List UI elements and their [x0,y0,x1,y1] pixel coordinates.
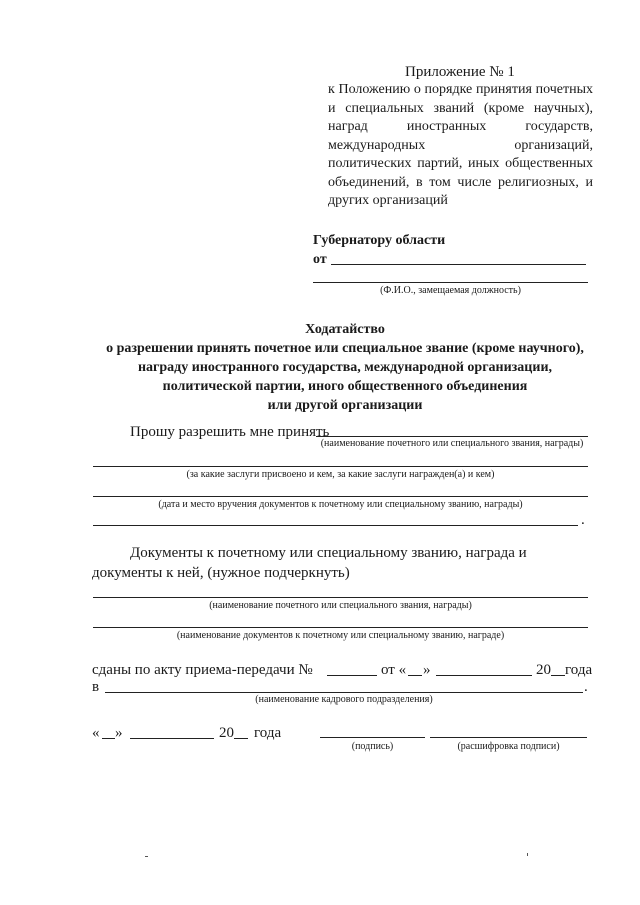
petition-title-line: политической партии, иного общественного объединения [162,379,528,394]
signature-close-quote: » [115,725,123,741]
signature-month-line[interactable] [130,738,214,739]
documents-list-line[interactable] [93,627,588,628]
act-number-line[interactable] [327,675,377,676]
petition-title-line: награду иностранного государства, международной организации, [137,360,553,375]
petition-title [60,320,630,415]
signature-year-line[interactable] [234,738,248,739]
scan-speck [527,853,528,856]
date-place-caption: (дата и место вручения документов к почетному или специальному званию, награды) [158,499,523,510]
signature-day-line[interactable] [102,738,115,739]
request-text: Прошу разрешить мне принять [130,424,330,440]
department-caption: (наименование кадрового подразделения) [255,694,433,705]
handover-in-word: в [92,679,100,695]
merit-line[interactable] [93,466,588,467]
annex-title: Приложение № 1 [405,64,515,80]
handover-year-suffix: года [565,662,593,678]
handover-text: сданы по акту приема-передачи № [92,662,313,678]
governor-label: Губернатору области [313,233,446,248]
signature-year-prefix: 20 [219,725,234,741]
department-line[interactable] [105,692,583,693]
handover-close-quote: » [423,662,431,678]
petition-title-line: о разрешении принять почетное или специальное звание (кроме научного), [106,341,584,356]
position-line[interactable] [313,282,588,283]
documents-list-caption: (наименование документов к почетному или специальному званию, награде) [176,630,505,641]
documents-award-caption: (наименование почетного или специального звания, награды) [209,600,472,611]
fio-caption: (Ф.И.О., замещаемая должность) [380,285,521,296]
petition-title-line: или другой организации [267,398,423,413]
award-name-line[interactable] [316,436,588,437]
request-end-dot: . [581,512,585,528]
signature-line[interactable] [320,737,425,738]
request-extra-line[interactable] [93,525,578,526]
signature-year-suffix: года [254,725,282,741]
handover-from-word: от « [381,662,407,678]
handover-year-line[interactable] [551,675,565,676]
signature-caption: (подпись) [351,741,394,752]
signature-decoding-caption: (расшифровка подписи) [457,741,560,752]
handover-day-line[interactable] [408,675,422,676]
documents-text: Документы к почетному или специальному званию, награда и документы к ней, (нужное подчеркнуть) [92,545,527,581]
petition-title-line: Ходатайство [305,322,385,337]
documents-award-line[interactable] [93,597,588,598]
merit-caption: (за какие заслуги присвоено и кем, за какие заслуги награжден(а) и кем) [186,469,495,480]
signature-open-quote: « [92,725,100,741]
handover-end-dot: . [584,679,588,695]
signature-decoding-line[interactable] [430,737,587,738]
from-label: от [313,252,327,267]
from-name-line[interactable] [331,264,586,265]
annex-body: к Положению о порядке принятия почетных и специальных званий (кроме научных), наград иностранных государств, международных организаций, политических партий, иных общественных объединений, в том числе религиозных, и других организаций [328,82,593,208]
handover-year-prefix: 20 [536,662,551,678]
date-place-line[interactable] [93,496,588,497]
award-caption: (наименование почетного или специального звания, награды) [320,438,584,449]
scan-speck [145,856,148,857]
handover-month-line[interactable] [436,675,532,676]
